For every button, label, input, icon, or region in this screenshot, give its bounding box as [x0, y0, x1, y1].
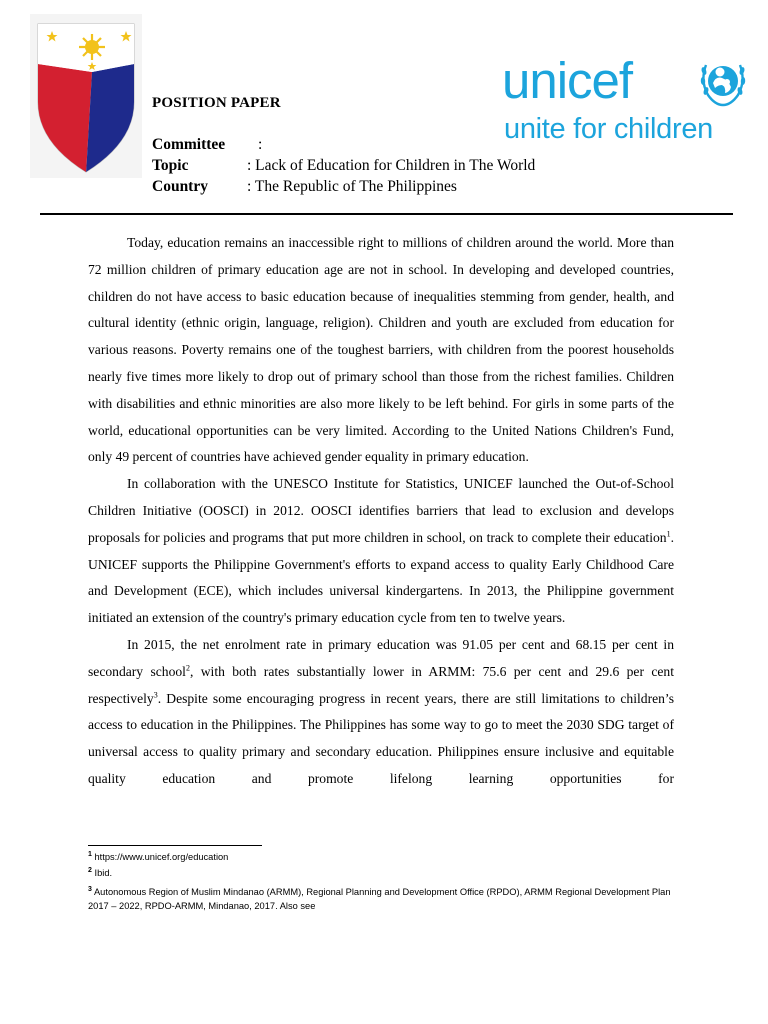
unicef-emblem-icon — [700, 55, 746, 107]
footnote-text: Ibid. — [94, 868, 113, 878]
philippine-flag-shield-icon — [30, 14, 142, 178]
topic-label: Topic — [152, 157, 189, 174]
paragraph-2-text-b: . UNICEF supports the Philippine Government's efforts to expand access to quality Early Childhood Care and Development (ECE), which includes universal kindergartens. In 2013, the Philippine government initiated an extension of the country's primary education cycle from ten to twelve years. — [88, 529, 674, 626]
paragraph-3-text-b: , with both rates substantially lower in ARMM: 75.6 per cent and 29.6 per cent respectively — [88, 663, 674, 706]
paragraph-3-text-c: . Despite some encouraging progress in recent years, there are still limitations to children’s access to education in the Philippines. The Philippines has some way to go to meet the 2030 SDG target of universal access to quality primary and secondary education. Philippines ensure inclusive and equitable quality education and promote lifelong learning opportunities for — [88, 690, 674, 786]
committee-value: : — [258, 136, 263, 153]
footnote-ref-3: 3 — [153, 690, 158, 700]
document-body — [88, 230, 674, 793]
country-label: Country — [152, 178, 208, 195]
topic-row — [152, 155, 536, 176]
footnote-mark: 1 — [88, 850, 92, 858]
paragraph-3 — [88, 632, 674, 793]
footnote-mark: 2 — [88, 866, 92, 874]
footnote-ref-2: 2 — [185, 663, 190, 673]
logo-wordmark: unicef — [502, 52, 633, 109]
committee-label: Committee — [152, 136, 226, 153]
paragraph-3-text-a: In 2015, the net enrolment rate in primary education was 91.05 per cent and 68.15 per cent in secondary school — [88, 636, 674, 679]
footnote-ref-1: 1 — [666, 529, 671, 539]
country-value: : The Republic of The Philippines — [247, 178, 457, 195]
paragraph-2 — [88, 471, 674, 632]
logo-tagline: unite for children — [504, 113, 713, 145]
footnote-1 — [88, 850, 688, 864]
unicef-logo — [502, 52, 747, 150]
footnote-2 — [88, 866, 688, 880]
footnote-3 — [88, 885, 688, 913]
paragraph-2-text-a: In collaboration with the UNESCO Institute for Statistics, UNICEF launched the Out-of-School Children Initiative (OOSCI) in 2012. OOSCI identifies barriers that lead to exclusion and develops proposals for policies and programs that put more children in school, on track to complete their education — [88, 476, 674, 545]
footnote-text: Autonomous Region of Muslim Mindanao (ARMM), Regional Planning and Development Office (RPDO), ARMM Regional Development Plan 2017 – 2022, RPDO-ARMM, Mindanao, 2017. Also see — [88, 887, 671, 911]
footnote-divider — [88, 845, 262, 846]
topic-value: : Lack of Education for Children in The World — [247, 157, 536, 174]
committee-row — [152, 134, 263, 155]
paragraph-1: Today, education remains an inaccessible right to millions of children around the world. More than 72 million children of primary education age are not in school. In developing and developed countries, children do not have access to basic education because of inequalities stemming from gender, health, and cultural identity (ethnic origin, language, religion). Children and youth are excluded from education for various reasons. Poverty remains one of the toughest barriers, with children from the poorest households nearly five times more likely to drop out of primary school than those from the richest families. Children with disabilities and ethnic minorities are also more likely to be left behind. For girls in some parts of the world, educational opportunities can be very limited. According to the United Nations Children's Fund, only 49 percent of countries have achieved gender equality in primary education. — [88, 235, 674, 465]
header-divider — [40, 213, 733, 215]
page-title: POSITION PAPER — [152, 95, 281, 111]
paper-meta — [152, 134, 536, 197]
footnote-text: https://www.unicef.org/education — [94, 852, 229, 862]
country-row — [152, 176, 457, 197]
footnote-mark: 3 — [88, 885, 92, 893]
